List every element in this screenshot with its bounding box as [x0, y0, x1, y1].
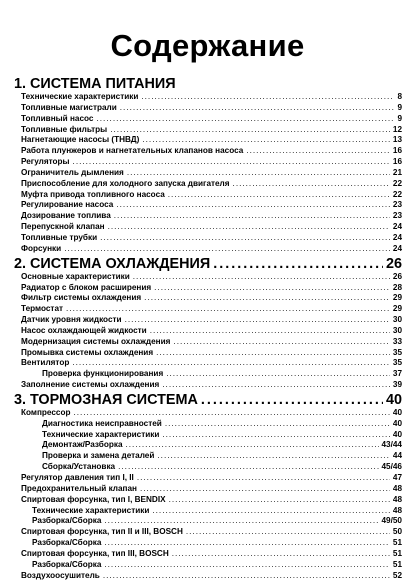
section-title: 2. СИСТЕМА ОХЛАЖДЕНИЯ [14, 255, 211, 272]
dot-leader [103, 571, 390, 581]
entry-page-number: 43/44 [381, 440, 402, 450]
entry-page-number: 37 [392, 369, 402, 379]
dot-leader [165, 419, 390, 430]
toc-entry[interactable] [14, 380, 402, 391]
dot-leader [126, 440, 379, 451]
toc-entry[interactable] [14, 157, 402, 168]
entry-title: Нагнетающие насосы (ТНВД) [21, 135, 140, 145]
dot-leader [201, 392, 383, 408]
dot-leader [168, 190, 390, 201]
entry-title: Воздухоосушитель [21, 570, 100, 580]
entry-title: Технические характеристики [42, 429, 160, 439]
toc-entry[interactable] [14, 125, 402, 136]
entry-title: Технические характеристики [21, 92, 139, 101]
entry-page-number: 40 [392, 418, 402, 428]
entry-page-number: 12 [392, 124, 402, 134]
toc-section-heading[interactable] [14, 76, 402, 92]
toc-entry[interactable] [14, 114, 402, 125]
entry-page-number: 21 [392, 167, 402, 177]
toc-entry[interactable] [14, 538, 402, 549]
entry-title: Модернизация системы охлаждения [21, 336, 171, 346]
entry-page-number: 24 [392, 232, 402, 242]
entry-title: Демонтаж/Разборка [42, 440, 123, 450]
entry-title: Ограничитель дымления [21, 167, 124, 177]
toc-entry[interactable] [14, 560, 402, 571]
entry-title: Датчик уровня жидкости [21, 315, 122, 325]
toc-entry[interactable] [14, 233, 402, 244]
entry-page-number: 52 [392, 570, 402, 580]
dot-leader [186, 527, 390, 538]
dot-leader [141, 92, 394, 103]
entry-title: Насос охлаждающей жидкости [21, 325, 147, 335]
entry-page-number: 24 [392, 243, 402, 253]
toc-entry[interactable] [14, 495, 402, 506]
dot-leader [142, 135, 390, 146]
entry-page-number: 16 [392, 157, 402, 167]
section-title: 1. СИСТЕМА ПИТАНИЯ [14, 76, 176, 92]
entry-page-number: 22 [392, 178, 402, 188]
toc-entry[interactable] [14, 293, 402, 304]
dot-leader [100, 233, 390, 244]
entry-title: Сборка/Установка [42, 462, 116, 472]
dot-leader [133, 272, 390, 283]
toc-section-heading[interactable] [14, 256, 402, 272]
dot-leader [104, 538, 390, 549]
toc-entry[interactable] [14, 244, 402, 255]
entry-title: Спиртовая форсунка, тип III, BOSCH [21, 548, 169, 558]
entry-page-number: 23 [392, 211, 402, 221]
dot-leader [213, 256, 383, 272]
entry-title: Разборка/Сборка [32, 538, 102, 548]
toc-entry[interactable] [14, 146, 402, 157]
entry-title: Разборка/Сборка [32, 559, 102, 569]
section-page-number: 40 [385, 391, 402, 408]
toc-entry[interactable] [14, 190, 402, 201]
dot-leader [157, 451, 390, 462]
entry-page-number: 40 [392, 429, 402, 439]
entry-title: Проверка и замена деталей [42, 451, 155, 461]
entry-page-number: 39 [392, 380, 402, 390]
dot-leader [104, 560, 390, 571]
page-title: Содержание [110, 28, 305, 63]
entry-page-number: 47 [392, 473, 402, 482]
toc-entry[interactable] [14, 430, 402, 441]
entry-title: Перепускной клапан [21, 222, 105, 232]
toc-entry[interactable] [14, 200, 402, 211]
dot-leader [64, 244, 390, 255]
dot-leader [66, 304, 390, 315]
dot-leader [169, 495, 390, 506]
entry-title: Приспособление для холодного запуска двигателя [21, 178, 230, 188]
entry-page-number: 30 [392, 325, 402, 335]
toc-entry[interactable] [14, 315, 402, 326]
dot-leader [233, 179, 390, 190]
entry-title: Диагностика неисправностей [42, 418, 162, 428]
entry-page-number: 33 [392, 336, 402, 346]
toc-entry[interactable] [14, 179, 402, 190]
entry-title: Топливные фильтры [21, 124, 108, 134]
entry-title: Работа плунжеров и нагнетательных клапанов насоса [21, 146, 244, 156]
entry-title: Предохранительный клапан [21, 483, 137, 493]
table-of-contents [14, 76, 402, 581]
dot-leader [125, 315, 390, 326]
dot-leader [173, 337, 389, 348]
dot-leader [116, 200, 390, 211]
toc-entry[interactable] [14, 348, 402, 359]
toc-entry[interactable] [14, 440, 402, 451]
dot-leader [166, 369, 390, 380]
entry-page-number: 30 [392, 315, 402, 325]
toc-entry[interactable] [14, 211, 402, 222]
entry-title: Топливный насос [21, 113, 94, 123]
toc-entry[interactable] [14, 326, 402, 337]
entry-title: Проверка функционирования [42, 369, 164, 379]
dot-leader [73, 157, 390, 168]
toc-entry[interactable] [14, 571, 402, 581]
dot-leader [127, 168, 390, 179]
entry-page-number: 51 [392, 559, 402, 569]
dot-leader [152, 506, 390, 517]
entry-title: Топливные трубки [21, 232, 98, 242]
toc-entry[interactable] [14, 419, 402, 430]
toc-entry[interactable] [14, 549, 402, 560]
entry-page-number: 13 [392, 135, 402, 145]
dot-leader [137, 473, 390, 484]
entry-page-number: 26 [392, 271, 402, 281]
entry-page-number: 8 [397, 92, 402, 101]
entry-title: Фильтр системы охлаждения [21, 293, 142, 303]
entry-page-number: 50 [392, 527, 402, 537]
toc-entry[interactable] [14, 135, 402, 146]
toc-entry[interactable] [14, 527, 402, 538]
entry-page-number: 35 [392, 358, 402, 368]
toc-entry[interactable] [14, 451, 402, 462]
entry-page-number: 40 [392, 407, 402, 417]
entry-title: Промывка системы охлаждения [21, 347, 154, 357]
toc-entry[interactable] [14, 222, 402, 233]
dot-leader [144, 293, 390, 304]
dot-leader [114, 211, 390, 222]
entry-title: Топливные магистрали [21, 102, 117, 112]
dot-leader [246, 146, 390, 157]
entry-title: Технические характеристики [32, 505, 150, 515]
toc-entry[interactable] [14, 168, 402, 179]
entry-page-number: 22 [392, 189, 402, 199]
dot-leader [118, 462, 378, 473]
entry-page-number: 45/46 [381, 462, 402, 472]
toc-entry[interactable] [14, 304, 402, 315]
entry-title: Основные характеристики [21, 271, 130, 281]
entry-page-number: 24 [392, 222, 402, 232]
toc-entry[interactable] [14, 272, 402, 283]
entry-title: Термостат [21, 304, 64, 314]
entry-page-number: 51 [392, 548, 402, 558]
dot-leader [172, 549, 390, 560]
entry-title: Регуляторы [21, 157, 70, 167]
entry-page-number: 48 [392, 483, 402, 493]
entry-page-number: 49/50 [381, 516, 402, 526]
entry-page-number: 44 [392, 451, 402, 461]
dot-leader [108, 222, 390, 233]
toc-entry[interactable] [14, 283, 402, 294]
entry-title: Спиртовая форсунка, тип II и III, BOSCH [21, 527, 183, 537]
toc-entry[interactable] [14, 103, 402, 114]
dot-leader [110, 125, 390, 136]
section-page-number: 26 [385, 255, 402, 272]
toc-entry[interactable] [14, 408, 402, 419]
toc-entry[interactable] [14, 369, 402, 380]
section-title: 3. ТОРМОЗНАЯ СИСТЕМА [14, 391, 198, 408]
entry-title: Компрессор [21, 407, 71, 417]
toc-entry[interactable] [14, 92, 402, 103]
entry-title: Регулятор давления тип I, II [21, 473, 134, 482]
dot-leader [96, 114, 394, 125]
dot-leader [73, 408, 389, 419]
toc-entry[interactable] [14, 506, 402, 517]
dot-leader [104, 516, 378, 527]
entry-title: Спиртовая форсунка, тип I, BENDIX [21, 494, 166, 504]
entry-title: Радиатор с блоком расширения [21, 282, 152, 292]
entry-page-number: 51 [392, 538, 402, 548]
dot-leader [140, 484, 390, 495]
toc-section-heading[interactable] [14, 392, 402, 408]
entry-page-number: 29 [392, 304, 402, 314]
toc-entry[interactable] [14, 516, 402, 527]
entry-title: Регулирование насоса [21, 200, 114, 210]
entry-page-number: 23 [392, 200, 402, 210]
entry-title: Дозирование топлива [21, 211, 111, 221]
entry-page-number: 28 [392, 282, 402, 292]
entry-page-number: 48 [392, 505, 402, 515]
entry-title: Форсунки [21, 243, 62, 253]
dot-leader [72, 358, 390, 369]
entry-page-number: 35 [392, 347, 402, 357]
entry-title: Вентилятор [21, 358, 70, 368]
dot-leader [162, 380, 390, 391]
entry-page-number: 9 [397, 102, 402, 112]
entry-title: Разборка/Сборка [32, 516, 102, 526]
toc-entry[interactable] [14, 358, 402, 369]
entry-title: Заполнение системы охлаждения [21, 380, 160, 390]
dot-leader [162, 430, 390, 441]
toc-entry[interactable] [14, 337, 402, 348]
dot-leader [156, 348, 390, 359]
entry-title: Муфта привода топливного насоса [21, 189, 165, 199]
entry-page-number: 48 [392, 494, 402, 504]
dot-leader [154, 283, 390, 294]
toc-entry[interactable] [14, 473, 402, 484]
entry-page-number: 16 [392, 146, 402, 156]
entry-page-number: 9 [397, 113, 402, 123]
dot-leader [150, 326, 390, 337]
toc-entry[interactable] [14, 462, 402, 473]
dot-leader [120, 103, 395, 114]
entry-page-number: 29 [392, 293, 402, 303]
toc-entry[interactable] [14, 484, 402, 495]
